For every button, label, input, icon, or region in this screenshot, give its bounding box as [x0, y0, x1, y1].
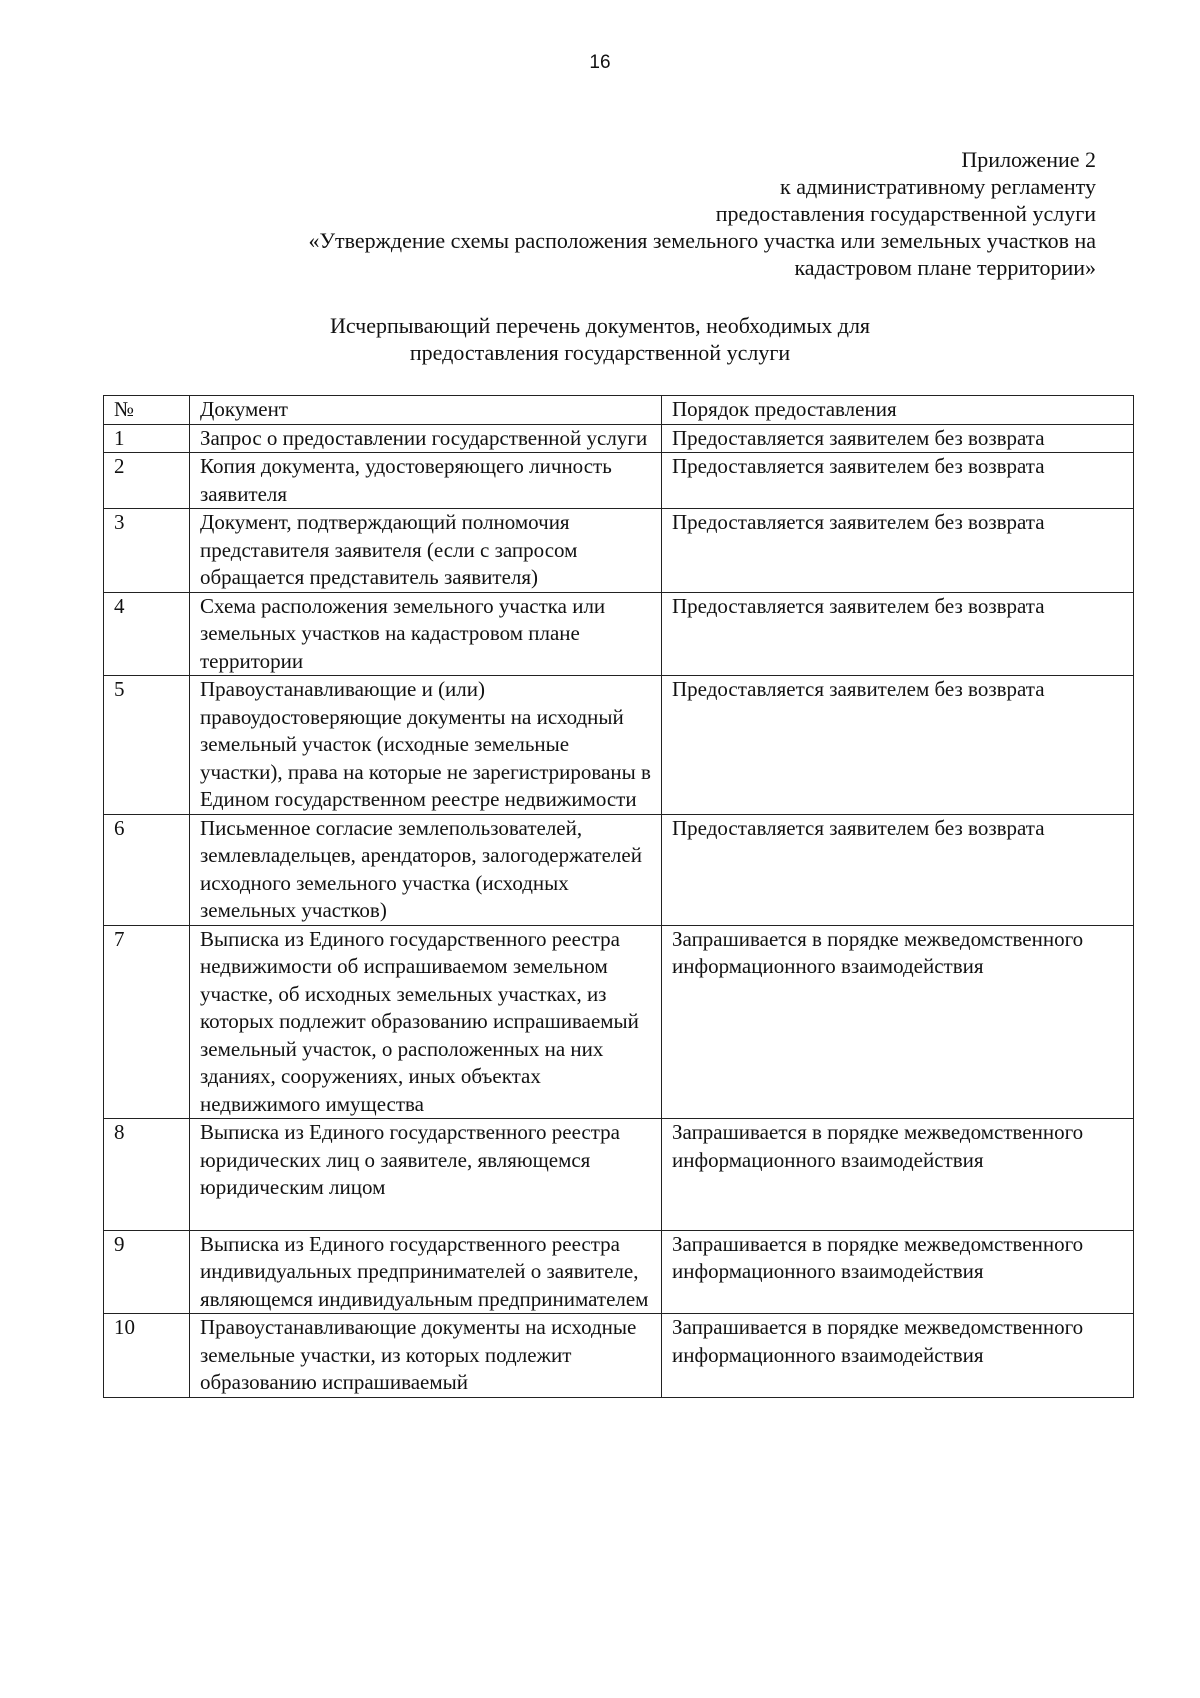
header-number: № [104, 396, 190, 425]
table-row [104, 453, 1134, 509]
table-row [104, 1119, 1134, 1231]
appendix-line: к административному регламенту [780, 174, 1096, 199]
table-row [104, 676, 1134, 815]
table-row [104, 814, 1134, 925]
title-line: Исчерпывающий перечень документов, необходимых для [329, 313, 871, 338]
table-row [104, 1314, 1134, 1398]
title-line: предоставления государственной услуги [409, 340, 791, 365]
row-order: Предоставляется заявителем без возврата [662, 676, 1134, 815]
row-document: Запрос о предоставлении государственной услуги [190, 424, 662, 453]
table-header-row [104, 396, 1134, 425]
header-order: Порядок предоставления [662, 396, 1134, 425]
table-row [104, 509, 1134, 593]
row-order: Запрашивается в порядке межведомственного информационного взаимодействия [662, 1314, 1134, 1398]
row-number: 9 [104, 1230, 190, 1314]
appendix-header [196, 146, 1096, 281]
row-order: Предоставляется заявителем без возврата [662, 424, 1134, 453]
row-number: 6 [104, 814, 190, 925]
table-row [104, 592, 1134, 676]
page-number: 16 [589, 52, 611, 73]
row-order: Предоставляется заявителем без возврата [662, 509, 1134, 593]
documents-table [103, 395, 1134, 1398]
document-title [0, 312, 1200, 366]
appendix-line: «Утверждение схемы расположения земельного участка или земельных участков на [308, 228, 1096, 253]
row-document: Выписка из Единого государственного реестра юридических лиц о заявителе, являющемся юридическим лицом [190, 1119, 662, 1231]
row-number: 1 [104, 424, 190, 453]
row-document: Правоустанавливающие и (или) правоудостоверяющие документы на исходный земельный участок (исходные земельные участки), права на которые не зарегистрированы в Едином государственном реестре недвижимости [190, 676, 662, 815]
row-number: 2 [104, 453, 190, 509]
appendix-line: Приложение 2 [961, 147, 1096, 172]
appendix-line: кадастровом плане территории» [794, 255, 1096, 280]
row-number: 7 [104, 925, 190, 1119]
table-row [104, 925, 1134, 1119]
row-document: Схема расположения земельного участка или земельных участков на кадастровом плане территории [190, 592, 662, 676]
row-number: 5 [104, 676, 190, 815]
table-row [104, 424, 1134, 453]
row-order: Запрашивается в порядке межведомственного информационного взаимодействия [662, 925, 1134, 1119]
row-document: Выписка из Единого государственного реестра недвижимости об испрашиваемом земельном участке, об исходных земельных участках, из которых подлежит образованию испрашиваемый земельный участок, о расположенных на них зданиях, сооружениях, иных объектах недвижимого имущества [190, 925, 662, 1119]
row-document: Правоустанавливающие документы на исходные земельные участки, из которых подлежит образованию испрашиваемый [190, 1314, 662, 1398]
row-order: Запрашивается в порядке межведомственного информационного взаимодействия [662, 1119, 1134, 1231]
row-number: 4 [104, 592, 190, 676]
row-order: Запрашивается в порядке межведомственного информационного взаимодействия [662, 1230, 1134, 1314]
row-document: Выписка из Единого государственного реестра индивидуальных предпринимателей о заявителе, являющемся индивидуальным предпринимателем [190, 1230, 662, 1314]
row-order: Предоставляется заявителем без возврата [662, 814, 1134, 925]
row-order: Предоставляется заявителем без возврата [662, 592, 1134, 676]
row-document: Письменное согласие землепользователей, землевладельцев, арендаторов, залогодержателей исходного земельного участка (исходных земельных участков) [190, 814, 662, 925]
table-row [104, 1230, 1134, 1314]
row-document: Документ, подтверждающий полномочия представителя заявителя (если с запросом обращается представитель заявителя) [190, 509, 662, 593]
row-number: 8 [104, 1119, 190, 1231]
appendix-line: предоставления государственной услуги [715, 201, 1096, 226]
row-number: 3 [104, 509, 190, 593]
row-document: Копия документа, удостоверяющего личность заявителя [190, 453, 662, 509]
row-number: 10 [104, 1314, 190, 1398]
header-document: Документ [190, 396, 662, 425]
row-order: Предоставляется заявителем без возврата [662, 453, 1134, 509]
